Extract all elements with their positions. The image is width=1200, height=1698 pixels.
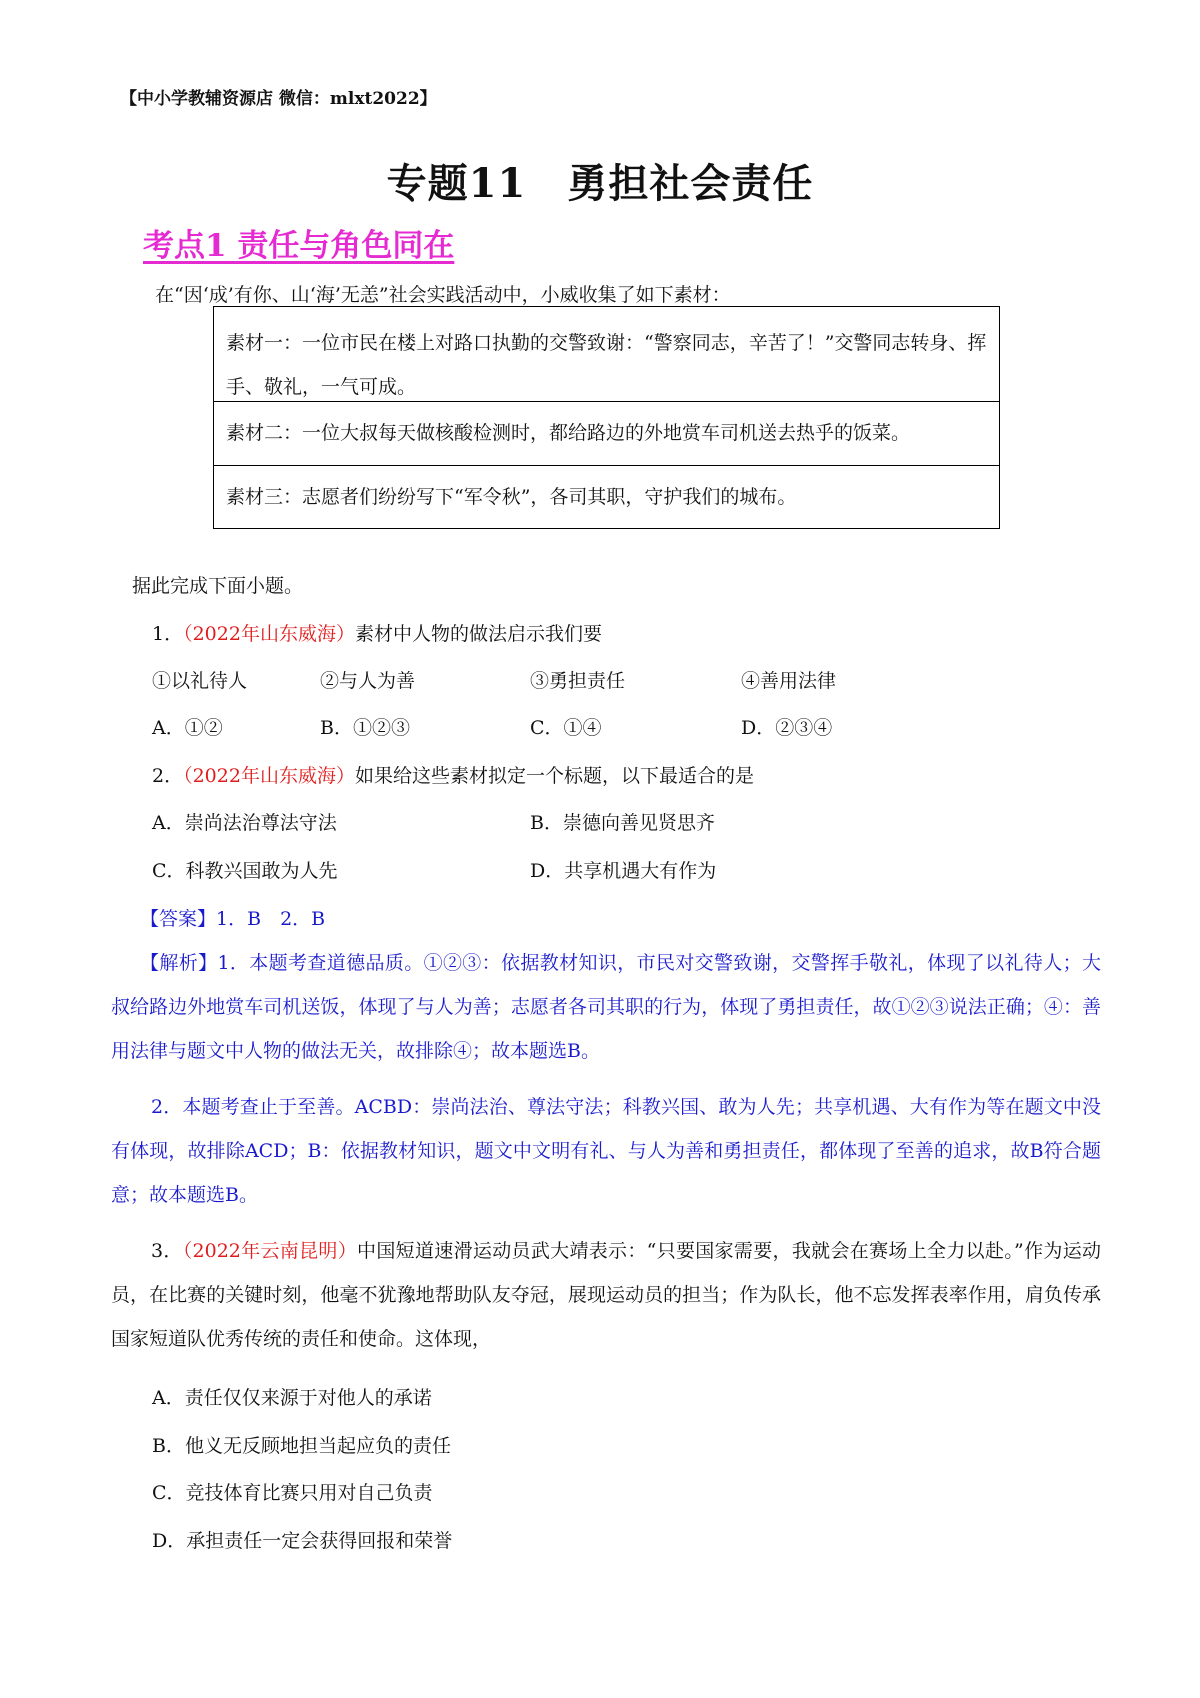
answer-line xyxy=(140,907,325,931)
q2-option-b: B．崇德向善见贤思齐 xyxy=(530,812,715,834)
q3-option-c: C．竞技体育比赛只用对自己负责 xyxy=(152,1482,433,1504)
question-number: 3． xyxy=(151,1240,183,1262)
q3-option-d: D．承担责任一定会获得回报和荣誉 xyxy=(152,1530,453,1552)
q2-option-c: C．科教兴国敢为人先 xyxy=(152,860,338,882)
materials-table xyxy=(213,306,1000,529)
analysis-paragraph-1 xyxy=(111,941,1101,1073)
intro-text: 在“因‘成’有你、山‘海’无恙”社会实践活动中，小威收集了如下素材： xyxy=(155,284,731,306)
q3-option-a: A．责任仅仅来源于对他人的承诺 xyxy=(152,1387,432,1409)
question-stem: 如果给这些素材拟定一个标题，以下最适合的是 xyxy=(354,765,754,787)
material-row: 素材二：一位大叔每天做核酸检测时，都给路边的外地赏车司机送去热乎的饭菜。 xyxy=(214,401,999,465)
q1-item: ③勇担责任 xyxy=(530,670,626,692)
answer-text: 1．B 2．B xyxy=(216,908,326,930)
q3-option-b: B．他义无反顾地担当起应负的责任 xyxy=(152,1435,451,1457)
question-stem: 素材中人物的做法启示我们要 xyxy=(354,623,602,645)
question-source: （2022年山东威海） xyxy=(183,623,355,645)
q1-option-c: C．①④ xyxy=(530,717,602,739)
q1-option-b: B．①②③ xyxy=(320,717,410,739)
analysis-paragraph-2: 2．本题考查止于至善。ACBD：崇尚法治、尊法守法；科教兴国、敢为人先；共享机遇、大有作为等在题文中没有体现，故排除ACD；B：依据教材知识，题文中文明有礼、与人为善和勇担责任，都体现了至善的追求，故B符合题意；故本题选B。 xyxy=(111,1096,1101,1206)
q1-item: ④善用法律 xyxy=(741,670,837,692)
material-row: 素材一：一位市民在楼上对路口执勤的交警致谢：“警察同志，辛苦了！”交警同志转身、挥手、敬礼，一气可成。 xyxy=(226,332,987,398)
question-stem: 中国短道速滑运动员武大靖表示：“只要国家需要，我就会在赛场上全力以赴。”作为运动员，在比赛的关键时刻，他毫不犹豫地帮助队友夺冠，展现运动员的担当；作为队长，他不忘发挥表率作用，肩负传承国家短道队优秀传统的责任和使命。这体现， xyxy=(111,1240,1102,1350)
q1-item: ①以礼待人 xyxy=(152,670,248,692)
q1-option-d: D．②③④ xyxy=(741,717,833,739)
q1-item: ②与人为善 xyxy=(320,670,416,692)
question-number: 2． xyxy=(152,765,184,787)
page-title: 专题11 勇担社会责任 xyxy=(386,160,814,207)
q1-option-a: A．①② xyxy=(152,717,223,739)
analysis-label: 【解析】 xyxy=(140,952,218,974)
question-3 xyxy=(111,1229,1101,1361)
watermark: 【中小学教辅资源店 微信：mlxt2022】 xyxy=(120,89,437,109)
section-heading: 考点1 责任与角色同在 xyxy=(143,228,455,264)
question-source: （2022年山东威海） xyxy=(183,765,355,787)
question-source: （2022年云南昆明） xyxy=(182,1240,358,1262)
q2-option-a: A．崇尚法治尊法守法 xyxy=(152,812,337,834)
q2-option-d: D．共享机遇大有作为 xyxy=(530,860,717,882)
question-1 xyxy=(152,622,602,646)
material-row: 素材三：志愿者们纷纷写下“军令秋”，各司其职，守护我们的城布。 xyxy=(214,465,999,528)
lead-text: 据此完成下面小题。 xyxy=(132,575,304,597)
analysis-text-1: 1．本题考查道德品质。①②③：依据教材知识，市民对交警致谢，交警挥手敬礼，体现了以礼待人；大叔给路边外地赏车司机送饭，体现了与人为善；志愿者各司其职的行为，体现了勇担责任，故①②③说法正确；④：善用法律与题文中人物的做法无关，故排除④；故本题选B。 xyxy=(111,952,1101,1062)
question-number: 1． xyxy=(152,623,184,645)
answer-label: 【答案】 xyxy=(140,908,217,930)
question-2 xyxy=(152,764,754,788)
